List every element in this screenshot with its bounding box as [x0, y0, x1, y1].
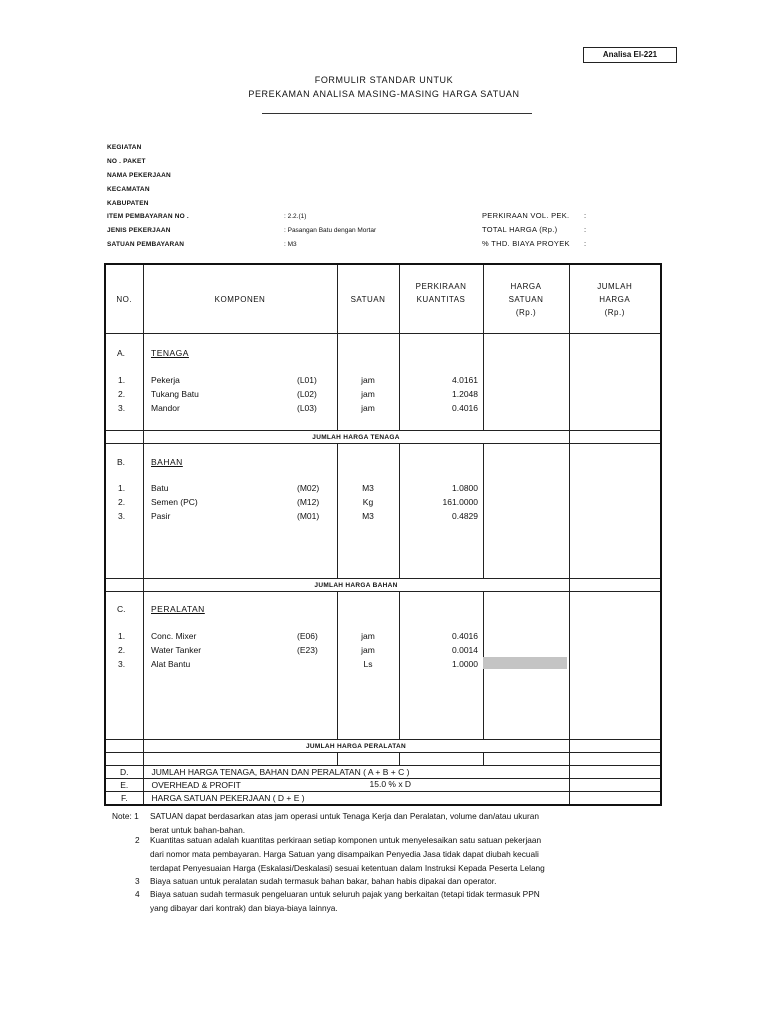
item-code: (L01): [297, 375, 317, 385]
item-qty: 0.4016: [452, 631, 478, 641]
section-bahan-body: [105, 444, 661, 579]
item-qty: 161.0000: [442, 497, 478, 507]
item-code: (E06): [297, 631, 318, 641]
subtotal-bahan-label: JUMLAH HARGA BAHAN: [143, 579, 569, 592]
info-satuan-label: SATUAN PEMBAYARAN: [107, 241, 185, 248]
header-jumlah-line2: HARGA: [599, 294, 631, 304]
subtotal-tenaga-label: JUMLAH HARGA TENAGA: [143, 431, 569, 444]
footer-e-formula: 15.0 % x D: [369, 779, 412, 789]
spacer-row: [105, 753, 661, 766]
note-4-number: 4: [135, 889, 140, 899]
analysis-table: [104, 263, 662, 806]
item-code: (L02): [297, 389, 317, 399]
item-name: Pekerja: [151, 375, 180, 385]
info-jenis-value: : Pasangan Batu dengan Mortar: [284, 227, 377, 234]
summary-pct-label: % THD. BIAYA PROYEK: [482, 239, 570, 248]
title-divider: [262, 113, 532, 114]
note-label: Note: 1: [112, 811, 139, 821]
item-name: Alat Bantu: [151, 659, 191, 669]
header-jumlah-line3: (Rp.): [604, 307, 625, 317]
info-kabupaten: KABUPATEN: [107, 200, 149, 207]
info-kecamatan: KECAMATAN: [107, 186, 150, 193]
item-no: 1.: [118, 631, 126, 641]
item-name: Conc. Mixer: [151, 631, 197, 641]
section-bahan-title: BAHAN: [151, 457, 183, 467]
note-2-line1: Kuantitas satuan adalah kuantitas perkiraan setiap komponen untuk menyelesaikan satu satuan pekerjaan: [150, 835, 542, 845]
info-item-label: ITEM PEMBAYARAN NO .: [107, 213, 189, 220]
summary-pct-colon: :: [584, 239, 587, 248]
note-2-line2: dari nomor mata pembayaran. Harga Satuan yang disampaikan Penyedia Jasa tidak dapat diubah kecuali: [150, 849, 539, 859]
note-1-line1: SATUAN dapat berdasarkan atas jam operasi untuk Tenaga Kerja dan Peralatan, volume dan/atau ukuran: [150, 811, 539, 821]
summary-vol-colon: :: [584, 211, 587, 220]
item-qty: 0.4829: [452, 511, 478, 521]
item-qty: 4.0161: [452, 375, 478, 385]
footer-e-letter: E.: [105, 779, 143, 792]
item-unit: M3: [362, 483, 374, 493]
item-unit: jam: [361, 403, 375, 413]
header-harga-line1: HARGA: [510, 281, 542, 291]
item-no: 1.: [118, 375, 126, 385]
header-jumlah-line1: JUMLAH: [597, 281, 633, 291]
item-code: (L03): [297, 403, 317, 413]
header-komponen: KOMPONEN: [143, 264, 337, 334]
form-title-line1: FORMULIR STANDAR UNTUK: [314, 75, 454, 85]
subtotal-peralatan-label: JUMLAH HARGA PERALATAN: [143, 740, 569, 753]
note-2-number: 2: [135, 835, 140, 845]
header-no: NO.: [105, 264, 143, 334]
note-2-line3: terdapat Penyesuaian Harga (Eskalasi/Deskalasi) sesuai ketentuan dalam Instruksi Kepada Peserta Lelang: [150, 863, 545, 873]
summary-total-colon: :: [584, 225, 587, 234]
item-qty: 1.0800: [452, 483, 478, 493]
section-peralatan-letter: C.: [117, 604, 126, 614]
subtotal-row: [105, 740, 661, 753]
note-3-line1: Biaya satuan untuk peralatan sudah termasuk bahan bakar, bahan habis dipakai dan operator.: [150, 876, 497, 886]
footer-d-letter: D.: [105, 766, 143, 779]
section-bahan-letter: B.: [117, 457, 126, 467]
item-qty: 0.0014: [452, 645, 478, 655]
header-harga: [483, 264, 569, 334]
note-4-line2: yang dibayar dari kontrak) dan biaya-biaya lainnya.: [150, 903, 338, 913]
item-unit: Kg: [362, 497, 374, 507]
note-3-number: 3: [135, 876, 140, 886]
footer-d-text: JUMLAH HARGA TENAGA, BAHAN DAN PERALATAN ( A + B + C ): [143, 766, 569, 779]
item-no: 3.: [118, 403, 126, 413]
item-no: 1.: [118, 483, 126, 493]
info-no-paket: NO . PAKET: [107, 158, 146, 165]
subtotal-row: [105, 579, 661, 592]
item-no: 2.: [118, 497, 126, 507]
info-kegiatan: KEGIATAN: [107, 144, 142, 151]
summary-vol-label: PERKIRAAN VOL. PEK.: [482, 211, 570, 220]
table-header-row: [105, 264, 661, 334]
summary-total-label: TOTAL HARGA (Rp.): [482, 225, 558, 234]
item-qty: 0.4016: [452, 403, 478, 413]
section-peralatan-title: PERALATAN: [151, 604, 205, 614]
section-tenaga-letter: A.: [117, 348, 126, 358]
section-tenaga-title: TENAGA: [151, 348, 189, 358]
header-kuantitas: [399, 264, 483, 334]
info-item-value: : 2.2.(1): [284, 213, 307, 220]
item-qty: 1.2048: [452, 389, 478, 399]
info-nama-pekerjaan: NAMA PEKERJAAN: [107, 172, 171, 179]
item-unit: jam: [361, 375, 375, 385]
item-code: (M12): [297, 497, 320, 507]
info-satuan-value: : M3: [284, 241, 297, 248]
highlighted-price-cell: [483, 657, 567, 669]
analysis-code: Analisa EI-221: [583, 47, 677, 63]
item-name: Pasir: [151, 511, 171, 521]
footer-f-text: HARGA SATUAN PEKERJAAN ( D + E ): [143, 792, 569, 806]
header-harga-line3: (Rp.): [515, 307, 537, 317]
header-satuan: SATUAN: [337, 264, 399, 334]
item-name: Batu: [151, 483, 169, 493]
item-unit: jam: [361, 631, 375, 641]
footer-f-letter: F.: [105, 792, 143, 806]
item-code: (M01): [297, 511, 320, 521]
footer-row-e: [105, 779, 661, 792]
footer-e-text: OVERHEAD & PROFIT: [151, 780, 241, 790]
form-title-line2: PEREKAMAN ANALISA MASING-MASING HARGA SATUAN: [248, 89, 520, 99]
item-unit: M3: [362, 511, 374, 521]
header-harga-line2: SATUAN: [508, 294, 544, 304]
header-kuantitas-line1: PERKIRAAN: [415, 281, 467, 291]
item-name: Semen (PC): [151, 497, 198, 507]
item-unit: jam: [361, 389, 375, 399]
item-name: Tukang Batu: [151, 389, 199, 399]
item-no: 3.: [118, 659, 126, 669]
item-no: 2.: [118, 645, 126, 655]
subtotal-row: [105, 431, 661, 444]
item-name: Water Tanker: [151, 645, 202, 655]
item-name: Mandor: [151, 403, 180, 413]
item-no: 3.: [118, 511, 126, 521]
item-unit: jam: [361, 645, 375, 655]
info-jenis-label: JENIS PEKERJAAN: [107, 227, 171, 234]
note-1-line2: berat untuk bahan-bahan.: [150, 825, 246, 835]
item-unit: Ls: [363, 659, 373, 669]
header-kuantitas-line2: KUANTITAS: [416, 294, 466, 304]
header-jumlah: [569, 264, 661, 334]
item-code: (E23): [297, 645, 318, 655]
footer-row-f: [105, 792, 661, 806]
note-4-line1: Biaya satuan sudah termasuk pengeluaran untuk seluruh pajak yang berkaitan (tetapi tidak termasuk PPN: [150, 889, 540, 899]
item-code: (M02): [297, 483, 320, 493]
footer-row-d: [105, 766, 661, 779]
item-qty: 1.0000: [452, 659, 478, 669]
item-no: 2.: [118, 389, 126, 399]
